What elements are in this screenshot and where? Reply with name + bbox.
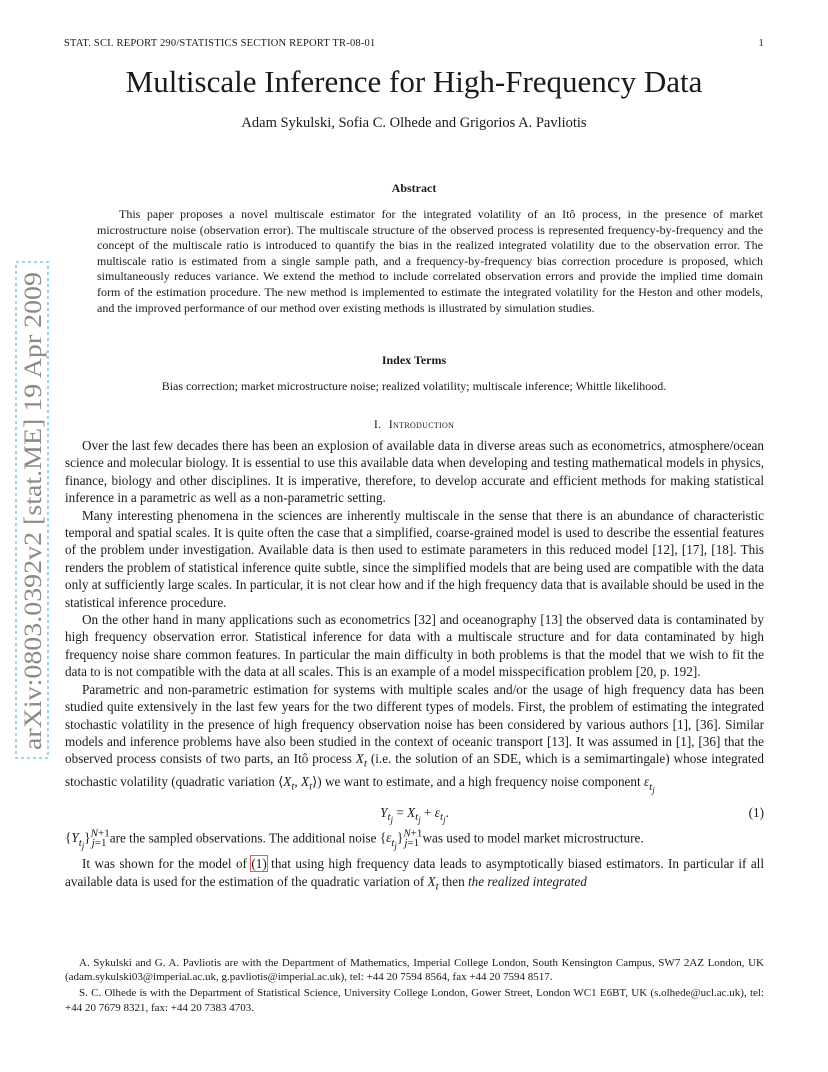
intro-paragraph-2: Many interesting phenomena in the sciences are inherently multiscale in the sense that there is an abundance of characteristic temporal and spatial scales. It is quite often the case that a simplified, coarse-grained model is used to describe the essential features of the problem under investigation. Available data is then used to estimate parameters in this reduced model [12], [17], [18]. This renders the problem of statistical inference quite subtle, since the simplified models that are being used are compatible with the data only at sufficiently large scales. In particular, it is not clear how and if the high frequency data that is available should be used in the statistical inference procedure. [65,507,764,610]
math-X-t: $X_t$ [427,873,439,893]
intro-paragraph-4: Parametric and non-parametric estimation for systems with multiple scales and/or the usage of high frequency data has been studied quite extensively in the last few years for the two different types of models. First, the problem of estimating the integrated stochastic volatility in the presence of high frequency observation noise has been considered by various authors [1], [36]. Similar models and inference problems have also been studied in the context of oceanic transport [13]. It was assumed in [1], [36] that the observed process consists of two parts, an Itô process $X_t$ (i.e. the solution of an SDE, which is a semimartingale) whose integrated stochastic volatility (quadratic variation $⟨X_t$, $X_t⟩$) we want to estimate, and a high frequency noise component $\varepsilon_{t_j}$ [65,681,764,796]
italic-phrase: the realized integrated [467,873,587,889]
equation-1 [65,804,764,824]
intro-paragraph-1: Over the last few decades there has been an explosion of available data in diverse areas such as econometrics, atmosphere/ocean science and molecular biology. It is essential to use this available data when developing and testing mathematical models in physics, finance, biology and other disciplines. It is imperative, therefore, to develop accurate and efficient methods for making statistical inference in a parametric as well as a non-parametric setting. [65,438,764,506]
section-number: I. [373,417,382,431]
footnote-affiliation-2: S. C. Olhede is with the Department of Statistical Science, University College London, Gower Street, London WC1 E6BT, UK (s.olhede@ucl.ac.uk), tel: +44 20 7679 8321, fax: +44 20 7383 4703. [65,987,764,1014]
section-title: Introduction [388,417,455,431]
math-Y-set: $\{Y_{t_j}\}^{N+1}_{j=1}$ [65,827,110,851]
index-terms-text: Bias correction; market microstructure noise; realized volatility; multiscale inference; Whittle likelihood. [161,379,667,393]
paper-title: Multiscale Inference for High-Frequency Data [125,64,703,99]
running-title: STAT. SCI. REPORT 290/STATISTICS SECTION REPORT TR-08-01 [64,38,376,49]
intro-paragraph-5: $\{Y_{t_j}\}^{N+1}_{j=1}$ are the sampled observations. The additional noise $\{\varepsilon_{t_j}\}^{N+1}_{j=1}$ was used to model market microstructure. [65,827,644,851]
math-quadratic-variation: $⟨X_t$, $X_t⟩$ [278,774,318,793]
math-epsilon-set: $\{\varepsilon_{t_j}\}^{N+1}_{j=1}$ [379,827,423,851]
abstract-text: This paper proposes a novel multiscale estimator for the integrated volatility of an Itô process, in the presence of market microstructure noise (observation error). The multiscale structure of the observed process is represented frequency-by-frequency and the concept of the multiscale ratio is introduced to quantify the bias in the realized integrated volatility due to the observation error. The multiscale ratio is estimated from a single sample path, and a frequency-by-frequency bias correction procedure is proposed, which simultaneously reduces variance. We extend the method to include correlated observation errors and provide the implied time domain form of the estimation procedure. The new method is implemented to estimate the integrated volatility for the Heston and other models, and the improved performance of our method over existing methods is illustrated by simulation studies. [97,207,763,315]
author-list: Adam Sykulski, Sofia C. Olhede and Grigorios A. Pavliotis [241,115,587,131]
equation-number: (1) [748,804,764,820]
intro-paragraph-6: It was shown for the model of (1) that using high frequency data leads to asymptotically biased estimators. In particular if all available data is used for the estimation of the quadratic variation of $X_t$ then the realized integrated [65,856,764,893]
arxiv-stamp [14,260,50,760]
math-X-t: $X_t$ [355,751,367,770]
math-epsilon-tj: $\varepsilon_{t_j}$ [643,774,655,796]
abstract-heading: Abstract [391,181,437,195]
footnote-affiliation-1: A. Sykulski and G. A. Pavliotis are with the Department of Mathematics, Imperial College London, South Kensington Campus, SW7 2AZ London, UK (adam.sykulski03@imperial.ac.uk, g.pavliotis@imperial.ac.uk), tel: +44 20 7594 8564, fax +44 20 7594 8517. [65,957,764,984]
equation-body: $Y_{t_j} = X_{t_j} + \varepsilon_{t_j}$. [380,804,449,826]
intro-paragraph-3: On the other hand in many applications such as econometrics [32] and oceanography [13] the observed data is contaminated by high frequency observation error. Statistical inference for data with a multiscale structure and for data contaminated by high frequency noise share common features. In particular the main difficulty in both problems is that the model that we wish to fit the data to is not compatible with the data at all scales. This is an example of a model misspecification problem [20, p. 192]. [65,612,764,680]
section-heading [64,417,764,432]
equation-reference-link[interactable]: (1) [251,856,267,872]
introduction-body [65,437,764,896]
footnotes [65,956,764,1015]
page-number: 1 [758,38,764,49]
index-terms-heading: Index Terms [381,353,447,367]
arxiv-stamp-text: arXiv:0803.0392v2 [stat.ME] 19 Apr 2009 [20,322,47,750]
